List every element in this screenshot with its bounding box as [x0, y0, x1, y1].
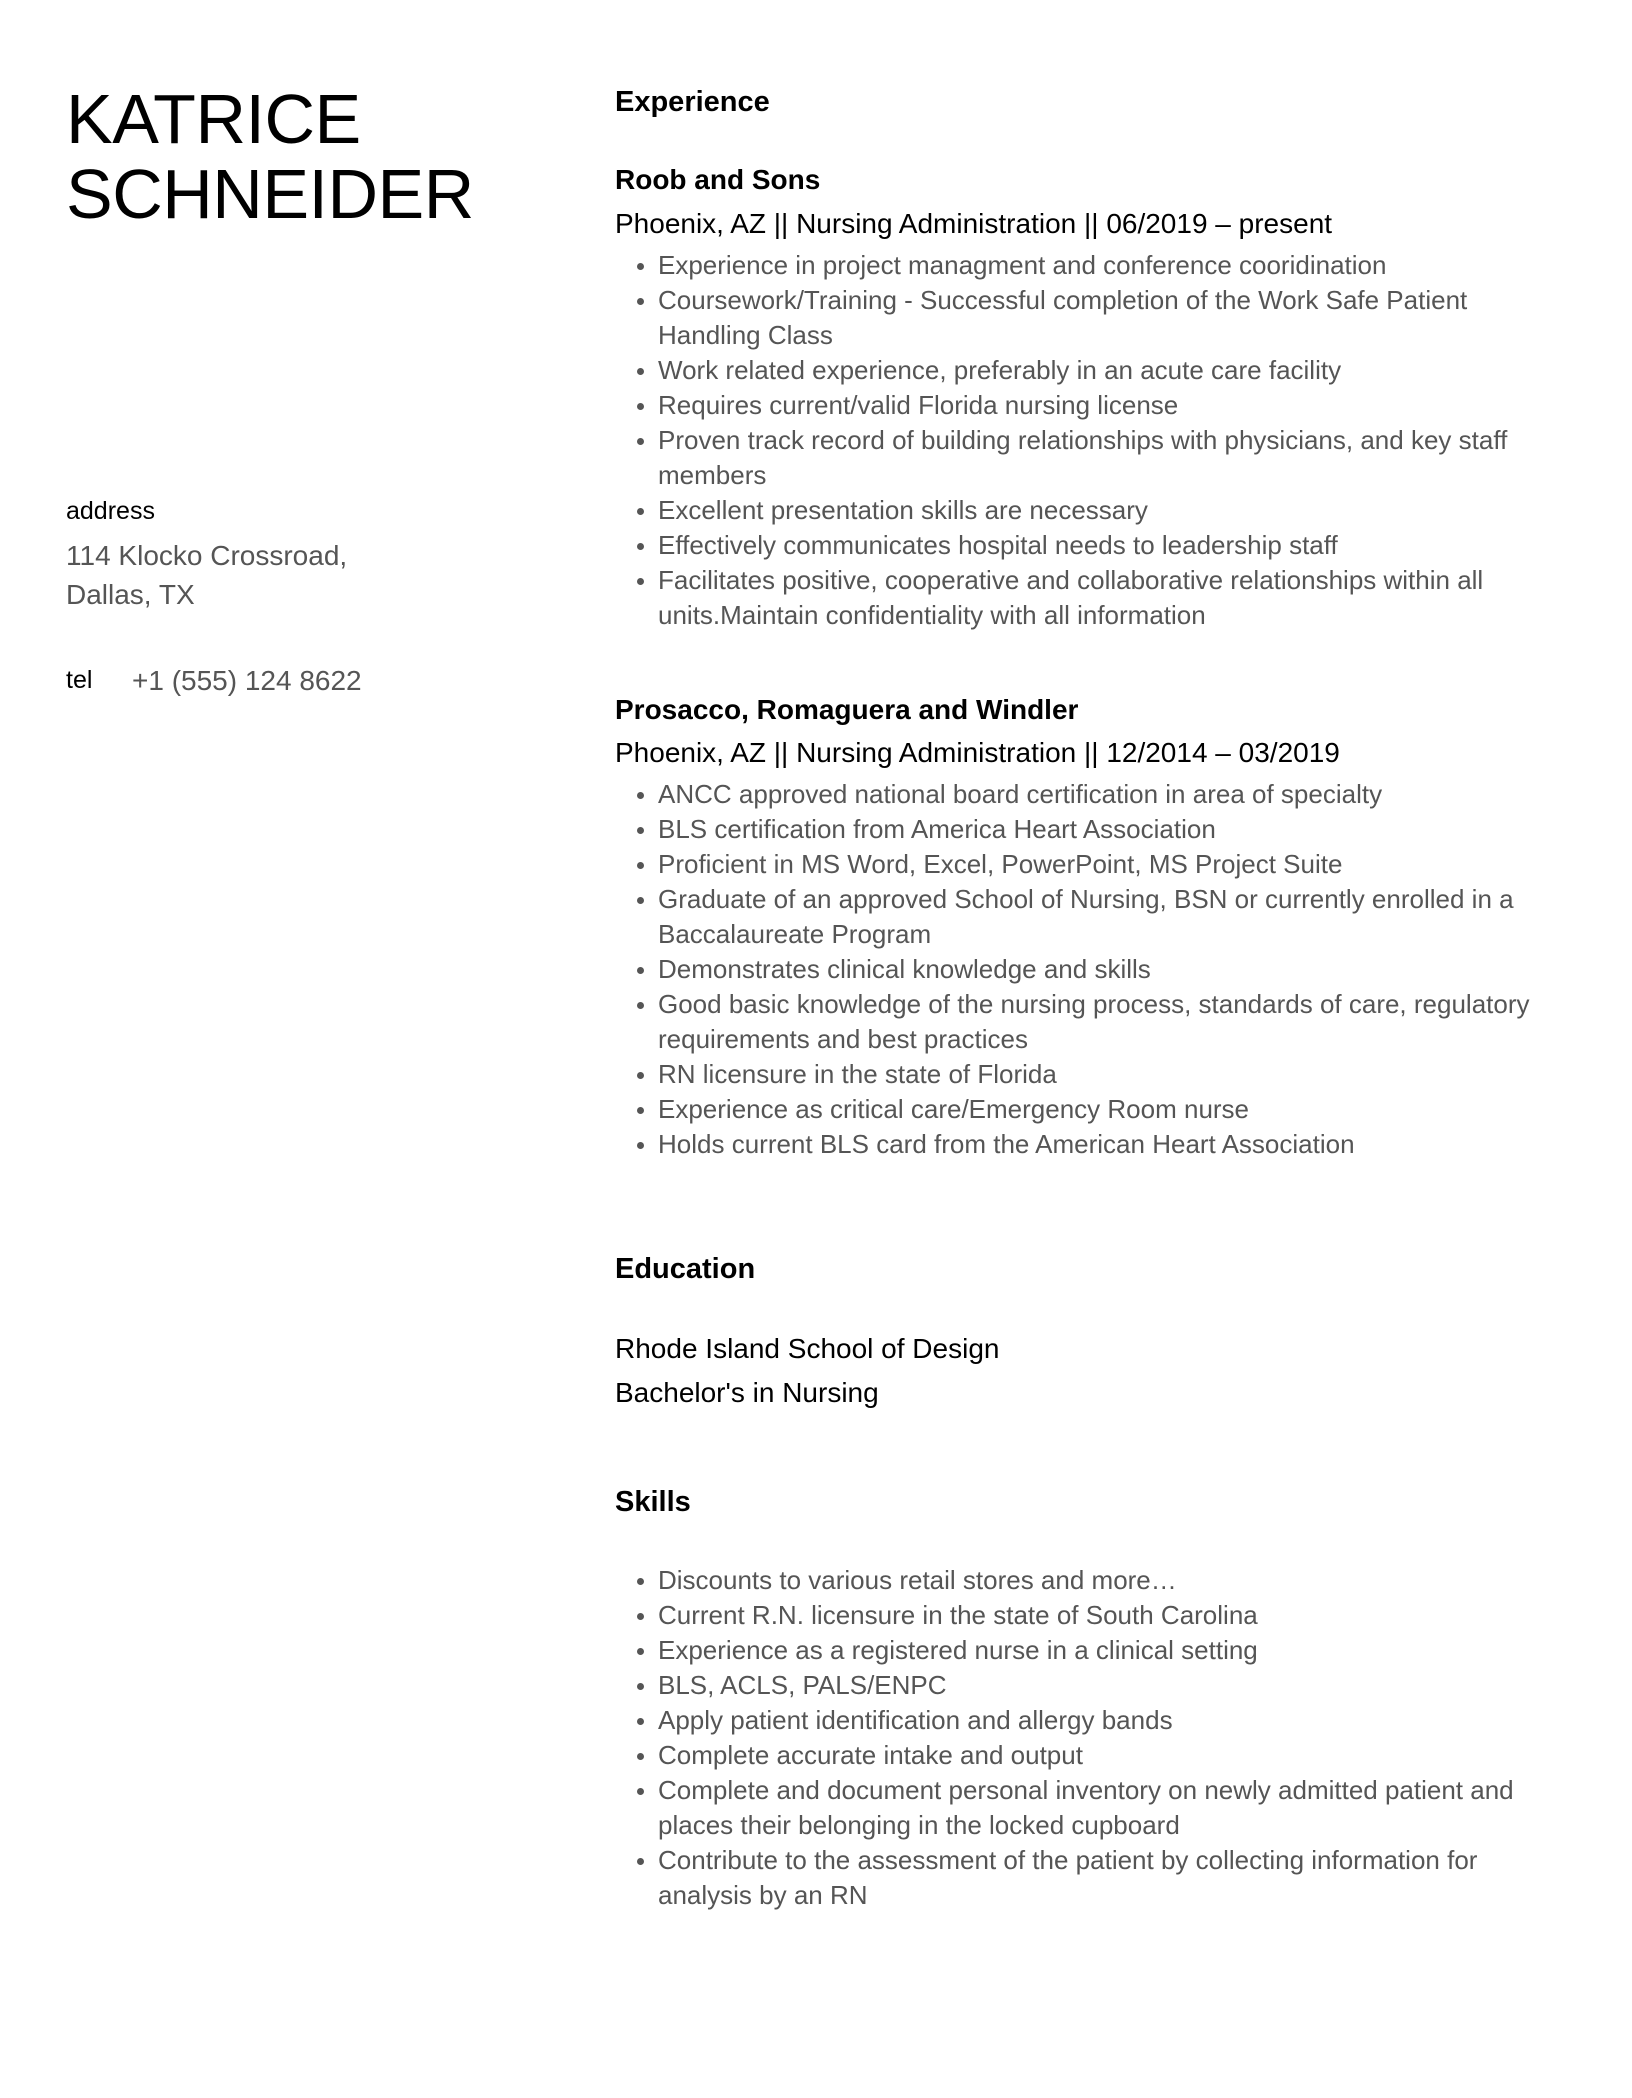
list-item: BLS, ACLS, PALS/ENPC	[615, 1668, 1575, 1703]
list-item: RN licensure in the state of Florida	[615, 1057, 1575, 1092]
address-label: address	[66, 497, 155, 525]
address-line-2: Dallas, TX	[66, 579, 195, 610]
education-school: Rhode Island School of Design	[615, 1333, 1000, 1364]
last-name: SCHNEIDER	[66, 155, 474, 233]
education-heading: Education	[615, 1253, 756, 1285]
experience-heading: Experience	[615, 86, 770, 118]
list-item: Excellent presentation skills are necessary	[615, 493, 1575, 528]
list-item: Facilitates positive, cooperative and collaborative relationships within all units.Maintain confidentiality with all information	[615, 563, 1575, 633]
skills-list	[615, 1563, 1575, 1913]
list-item: ANCC approved national board certification in area of specialty	[615, 777, 1575, 812]
list-item: Complete and document personal inventory on newly admitted patient and places their belonging in the locked cupboard	[615, 1773, 1575, 1843]
list-item: Effectively communicates hospital needs to leadership staff	[615, 528, 1575, 563]
list-item: Requires current/valid Florida nursing license	[615, 388, 1575, 423]
list-item: Graduate of an approved School of Nursing, BSN or currently enrolled in a Baccalaureate Program	[615, 882, 1575, 952]
list-item: Demonstrates clinical knowledge and skills	[615, 952, 1575, 987]
list-item: Work related experience, preferably in an acute care facility	[615, 353, 1575, 388]
tel-label: tel	[66, 666, 93, 694]
list-item: Proficient in MS Word, Excel, PowerPoint, MS Project Suite	[615, 847, 1575, 882]
job-meta: Phoenix, AZ || Nursing Administration || 12/2014 – 03/2019	[615, 737, 1340, 768]
list-item: Contribute to the assessment of the patient by collecting information for analysis by an RN	[615, 1843, 1575, 1913]
tel-value: +1 (555) 124 8622	[132, 665, 362, 696]
first-name: KATRICE	[66, 80, 361, 158]
list-item: Experience as a registered nurse in a clinical setting	[615, 1633, 1575, 1668]
list-item: Coursework/Training - Successful completion of the Work Safe Patient Handling Class	[615, 283, 1575, 353]
skills-heading: Skills	[615, 1486, 691, 1518]
list-item: Discounts to various retail stores and more…	[615, 1563, 1575, 1598]
address-line-1: 114 Klocko Crossroad,	[66, 540, 348, 571]
job-company: Prosacco, Romaguera and Windler	[615, 694, 1079, 725]
list-item: Proven track record of building relationships with physicians, and key staff members	[615, 423, 1575, 493]
job-company: Roob and Sons	[615, 164, 821, 195]
job-meta: Phoenix, AZ || Nursing Administration || 06/2019 – present	[615, 208, 1333, 239]
job-bullets	[615, 248, 1575, 633]
list-item: Holds current BLS card from the American Heart Association	[615, 1127, 1575, 1162]
list-item: Current R.N. licensure in the state of South Carolina	[615, 1598, 1575, 1633]
list-item: Good basic knowledge of the nursing process, standards of care, regulatory requirements and best practices	[615, 987, 1575, 1057]
candidate-name	[66, 82, 586, 232]
list-item: BLS certification from America Heart Association	[615, 812, 1575, 847]
list-item: Experience as critical care/Emergency Room nurse	[615, 1092, 1575, 1127]
address-value	[66, 536, 347, 614]
job-bullets	[615, 777, 1575, 1162]
list-item: Experience in project managment and conference cooridination	[615, 248, 1575, 283]
education-degree: Bachelor's in Nursing	[615, 1377, 879, 1408]
list-item: Apply patient identification and allergy bands	[615, 1703, 1575, 1738]
list-item: Complete accurate intake and output	[615, 1738, 1575, 1773]
